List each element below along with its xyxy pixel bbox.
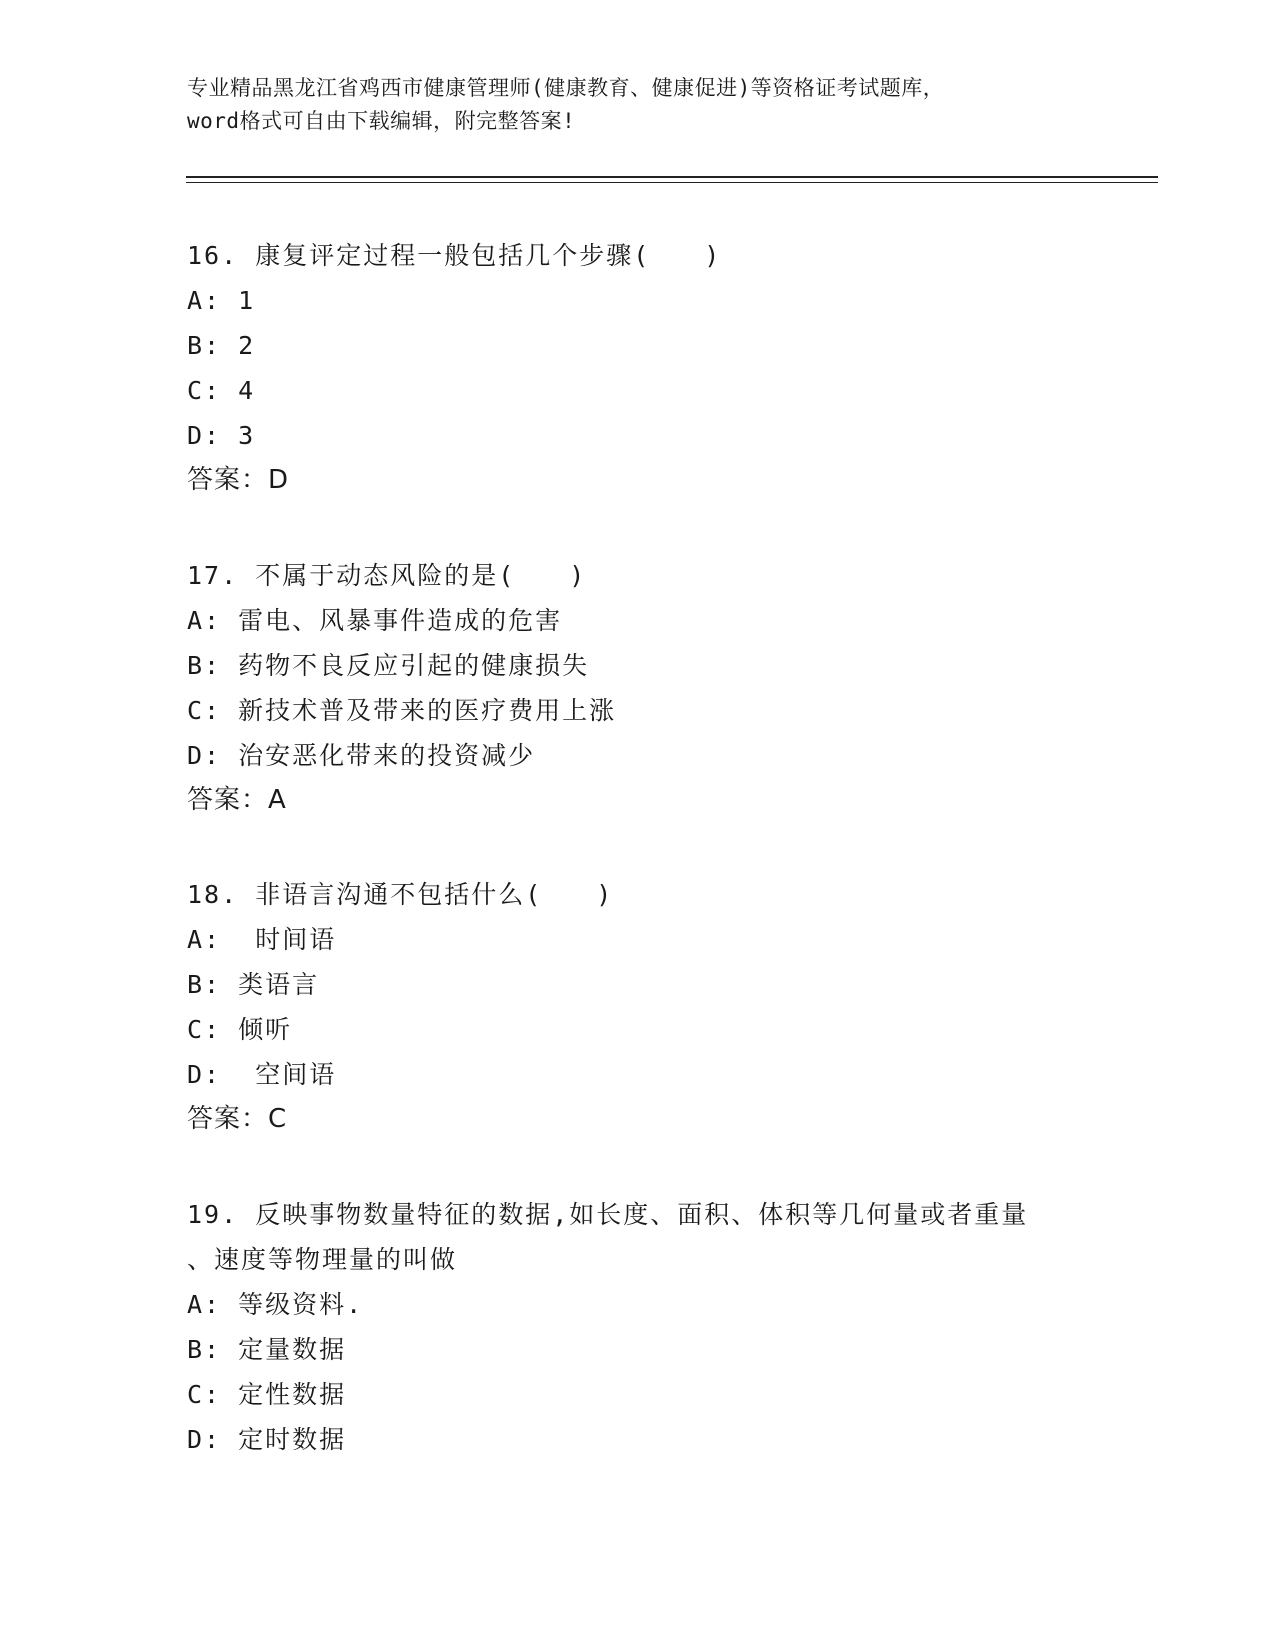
answer: 答案：D <box>187 465 290 495</box>
header-line-1: 专业精品黑龙江省鸡西市健康管理师(健康教育、健康促进)等资格证考试题库， <box>187 76 945 100</box>
option-c: C: 倾听 <box>187 1015 293 1044</box>
option-b: B: 药物不良反应引起的健康损失 <box>187 651 590 680</box>
question-17 <box>187 553 1087 823</box>
option-a: A: 1 <box>187 286 256 315</box>
question-title-line-2: 、速度等物理量的叫做 <box>187 1245 458 1274</box>
question-title: 16. 康复评定过程一般包括几个步骤( ) <box>187 241 722 270</box>
option-c: C: 定性数据 <box>187 1380 347 1409</box>
option-c: C: 新技术普及带来的医疗费用上涨 <box>187 696 617 725</box>
question-title: 18. 非语言沟通不包括什么( ) <box>187 880 614 909</box>
option-a: A: 雷电、风暴事件造成的危害 <box>187 606 563 635</box>
option-d: D: 定时数据 <box>187 1425 347 1454</box>
option-b: B: 定量数据 <box>187 1335 347 1364</box>
option-c: C: 4 <box>187 376 256 405</box>
question-19 <box>187 1192 1087 1462</box>
header-divider-top <box>186 176 1158 178</box>
answer: 答案：C <box>187 1104 288 1134</box>
answer: 答案：A <box>187 785 287 815</box>
option-d: D: 治安恶化带来的投资减少 <box>187 741 536 770</box>
option-b: B: 类语言 <box>187 970 320 999</box>
header-line-2: word格式可自由下载编辑，附完整答案! <box>187 109 576 133</box>
option-b: B: 2 <box>187 331 256 360</box>
question-18 <box>187 872 1087 1142</box>
option-d: D: 空间语 <box>187 1060 337 1089</box>
header-divider-bottom <box>186 182 1158 183</box>
option-a: A: 等级资料. <box>187 1290 364 1319</box>
question-title: 17. 不属于动态风险的是( ) <box>187 561 587 590</box>
option-d: D: 3 <box>187 421 256 450</box>
question-16 <box>187 233 1087 503</box>
option-a: A: 时间语 <box>187 925 337 954</box>
question-title-line-1: 19. 反映事物数量特征的数据,如长度、面积、体积等几何量或者重量 <box>187 1200 1029 1229</box>
document-header <box>187 72 1087 138</box>
